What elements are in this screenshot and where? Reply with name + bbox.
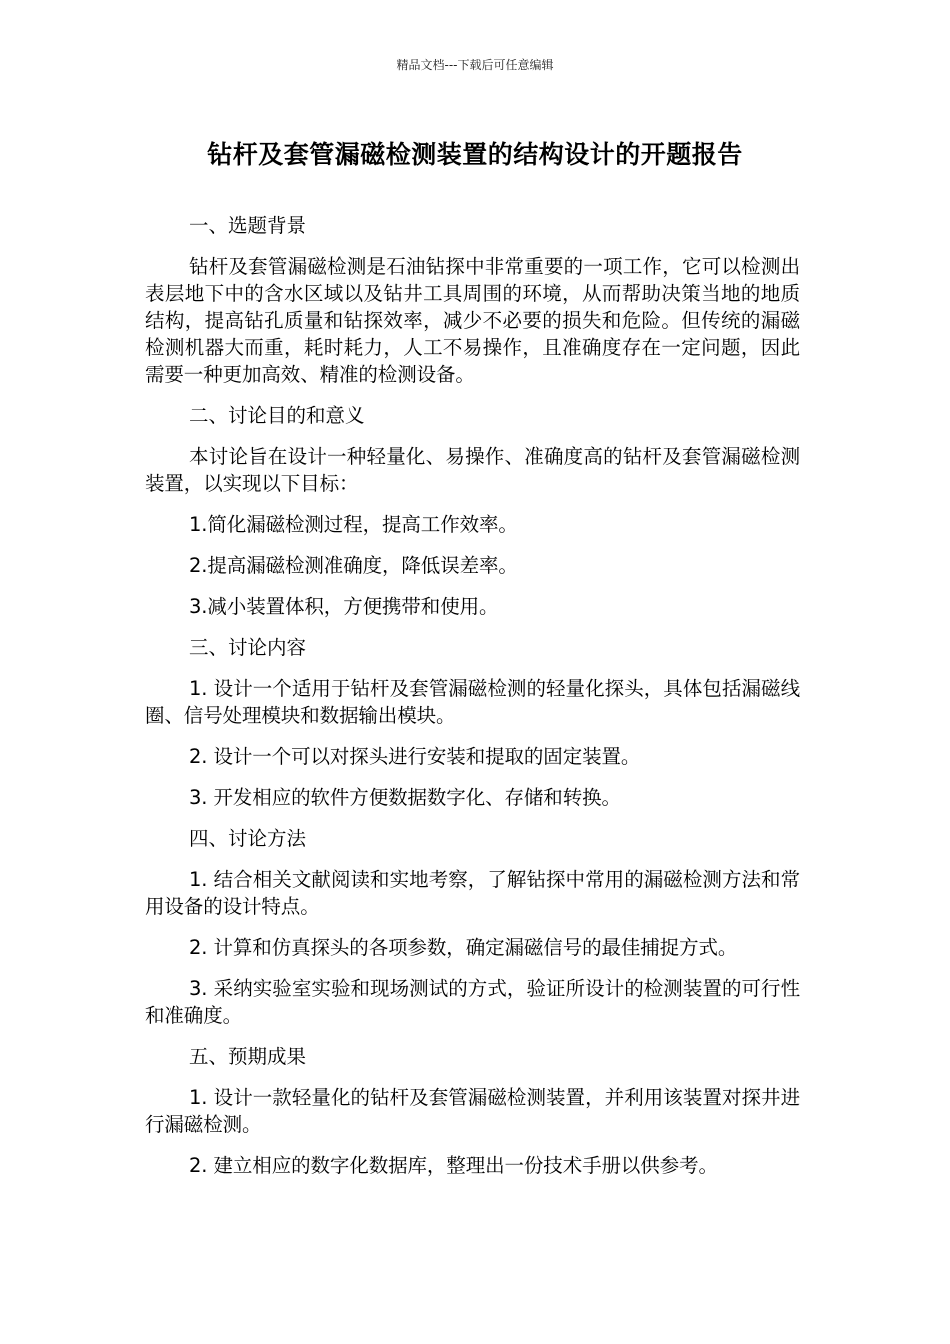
list-item: 3.减小装置体积，方便携带和使用。 — [189, 595, 499, 618]
section-heading: 五、预期成果 — [189, 1045, 307, 1068]
document-body — [145, 212, 800, 1193]
document-title: 钻杆及套管漏磁检测装置的结构设计的开题报告 — [207, 140, 743, 169]
list-item: 2.提高漏磁检测准确度，降低误差率。 — [189, 554, 518, 577]
list-item: 3. 采纳实验室实验和现场测试的方式，验证所设计的检测装置的可行性和准确度。 — [145, 977, 800, 1027]
list-item: 2. 计算和仿真探头的各项参数，确定漏磁信号的最佳捕捉方式。 — [189, 936, 738, 959]
section-heading: 四、讨论方法 — [189, 827, 307, 850]
list-item: 1. 设计一款轻量化的钻杆及套管漏磁检测装置，并利用该装置对探井进行漏磁检测。 — [145, 1086, 800, 1136]
paragraph: 本讨论旨在设计一种轻量化、易操作、准确度高的钻杆及套管漏磁检测装置，以实现以下目标： — [145, 445, 800, 495]
list-item: 2. 建立相应的数字化数据库，整理出一份技术手册以供参考。 — [189, 1154, 718, 1177]
list-item: 1. 设计一个适用于钻杆及套管漏磁检测的轻量化探头，具体包括漏磁线圈、信号处理模块和数据输出模块。 — [145, 677, 800, 727]
list-item: 2. 设计一个可以对探头进行安装和提取的固定装置。 — [189, 745, 641, 768]
page-header: 精品文档---下载后可任意编辑 — [396, 58, 554, 72]
section-heading: 二、讨论目的和意义 — [189, 404, 365, 427]
section-heading: 一、选题背景 — [189, 214, 307, 237]
list-item: 3. 开发相应的软件方便数据数字化、存储和转换。 — [189, 786, 621, 809]
section-heading: 三、讨论内容 — [189, 636, 307, 659]
list-item: 1. 结合相关文献阅读和实地考察，了解钻探中常用的漏磁检测方法和常用设备的设计特点。 — [145, 868, 800, 918]
paragraph: 钻杆及套管漏磁检测是石油钻探中非常重要的一项工作，它可以检测出表层地下中的含水区域以及钻井工具周围的环境，从而帮助决策当地的地质结构，提高钻孔质量和钻探效率，减少不必要的损失和危险。但传统的漏磁检测机器大而重，耗时耗力，人工不易操作，且准确度存在一定问题，因此需要一种更加高效、精准的检测设备。 — [145, 255, 800, 386]
list-item: 1.简化漏磁检测过程，提高工作效率。 — [189, 513, 518, 536]
